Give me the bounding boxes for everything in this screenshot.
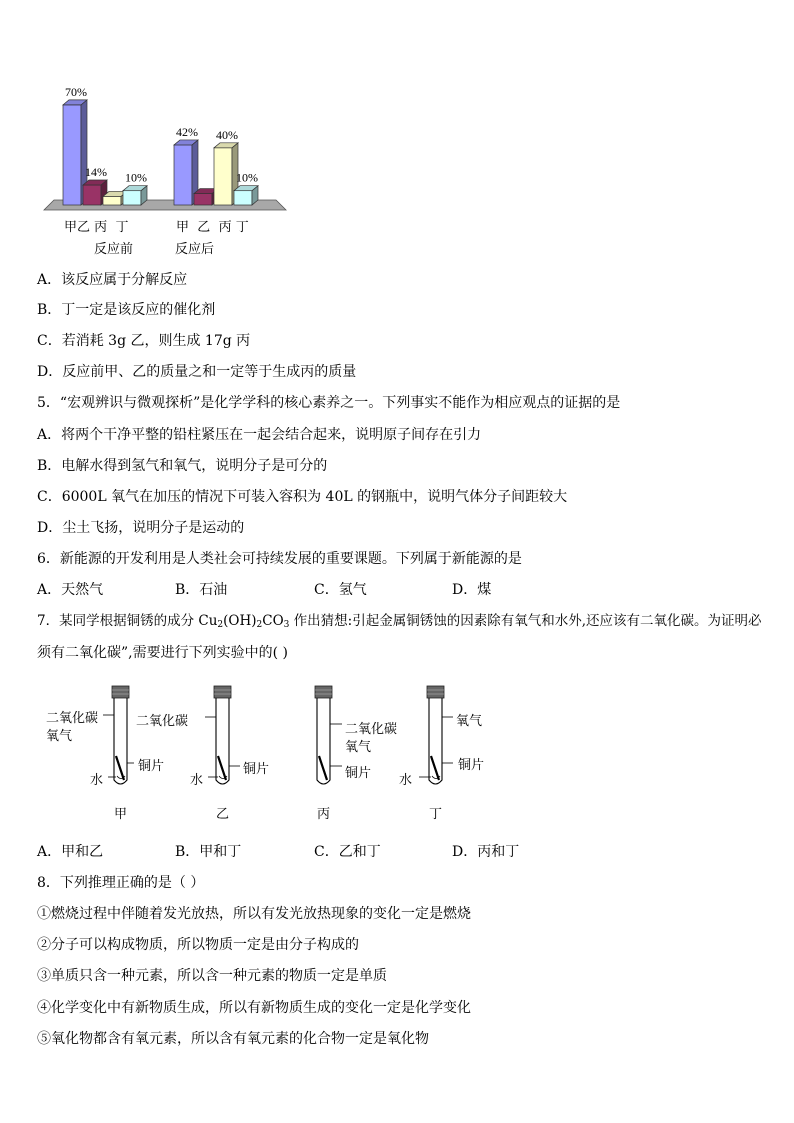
cat-yi: 乙: [77, 220, 91, 235]
bar-2-丁: [234, 186, 258, 205]
q5-option-d: D．尘土飞扬，说明分子是运动的: [37, 520, 245, 536]
q8-stem: 8．下列推理正确的是（ ）: [37, 875, 205, 891]
q7-option-c: C．乙和丁: [314, 844, 381, 860]
tube-jia-o2-label: 氧气: [46, 729, 73, 744]
q6-option-d: D．煤: [452, 582, 492, 598]
q7-option-d: D．丙和丁: [452, 844, 520, 860]
q4-option-d: D．反应前甲、乙的质量之和一定等于生成丙的质量: [37, 364, 357, 380]
cat-bing: 丙: [218, 220, 232, 235]
data-label-1-甲: 70%: [65, 84, 87, 99]
tube-ding-name: 丁: [429, 807, 443, 822]
tube-jia-co2-label: 二氧化碳: [46, 711, 99, 726]
cat-jia: 甲: [64, 220, 78, 235]
chart1-category-labels: [64, 216, 128, 235]
bar-1-丁: [123, 186, 147, 205]
q5-option-a: A．将两个干净平整的铅柱紧压在一起会结合起来，说明原子间存在引力: [37, 427, 482, 443]
q4-option-a: A．该反应属于分解反应: [37, 272, 188, 288]
q8-item-5: ⑤氧化物都含有氧元素，所以含有氧元素的化合物一定是氧化物: [37, 1031, 429, 1047]
tube-yi-name: 乙: [216, 807, 230, 822]
q5-option-b: B．电解水得到氢气和氧气，说明分子是可分的: [37, 458, 328, 474]
data-label-2-丁: 10%: [236, 170, 258, 185]
q5-stem: 5．“宏观辨识与微观探析”是化学学科的核心素养之一。下列事实不能作为相应观点的证据的是: [37, 395, 621, 411]
tube-jia: [103, 686, 134, 784]
tube-yi-cu-label: 铜片: [243, 762, 270, 777]
tube-jia-name: 甲: [114, 807, 128, 822]
tube-yi: [205, 686, 240, 784]
cat-jia: 甲: [176, 220, 190, 235]
tube-jia-cu-label: 铜片: [138, 759, 165, 774]
q7-option-a: A．甲和乙: [37, 844, 104, 860]
tube-ding: [419, 686, 453, 784]
q6-option-c: C．氢气: [314, 582, 367, 598]
cat-yi: 乙: [197, 220, 211, 235]
data-label-1-丁: 10%: [125, 170, 147, 185]
tube-bing-name: 丙: [317, 807, 331, 822]
q4-option-c: C．若消耗 3g 乙，则生成 17g 丙: [37, 333, 251, 349]
chart2-category-labels: [176, 216, 249, 235]
cat-bing: 丙: [94, 220, 108, 235]
cat-ding: 丁: [235, 220, 249, 235]
q6-option-a: A．天然气: [37, 582, 104, 598]
data-label-2-甲: 42%: [176, 124, 198, 139]
q6-stem: 6．新能源的开发利用是人类社会可持续发展的重要课题。下列属于新能源的是: [37, 551, 522, 567]
tube-bing-co2-label: 二氧化碳: [345, 722, 398, 737]
tube-ding-o2-label: 氧气: [456, 714, 483, 729]
q7-stem-line2: 须有二氧化碳”,需要进行下列实验中的( ): [37, 645, 288, 661]
tube-yi-water-label: 水: [190, 773, 204, 788]
tube-bing: [315, 686, 342, 784]
data-label-1-乙: 14%: [85, 164, 107, 179]
q8-item-3: ③单质只含一种元素，所以含一种元素的物质一定是单质: [37, 968, 387, 984]
q8-item-2: ②分子可以构成物质，所以物质一定是由分子构成的: [37, 937, 359, 953]
q6-option-b: B．石油: [175, 582, 228, 598]
tube-yi-co2-label: 二氧化碳: [136, 714, 189, 729]
tube-jia-water-label: 水: [90, 773, 104, 788]
q8-item-4: ④化学变化中有新物质生成，所以有新物质生成的变化一定是化学变化: [37, 1000, 471, 1016]
tube-bing-o2-label: 氧气: [345, 740, 372, 755]
q7-option-b: B．甲和丁: [175, 844, 242, 860]
tube-ding-cu-label: 铜片: [458, 758, 485, 773]
q8-item-1: ①燃烧过程中伴随着发光放热，所以有发光放热现象的变化一定是燃烧: [37, 906, 471, 922]
q4-option-b: B．丁一定是该反应的催化剂: [37, 302, 216, 318]
q7-stem-line1: 7．某同学根据铜锈的成分 $Cu_2(OH)_2CO_3$ 作出猜想:引起金属铜锈蚀的因素除有氧气和水外,还应该有二氧化碳。为证明必: [37, 613, 762, 630]
tube-ding-water-label: 水: [399, 773, 413, 788]
tube-bing-cu-label: 铜片: [345, 766, 372, 781]
chart1-caption: 反应前: [94, 242, 134, 257]
data-label-2-丙: 40%: [216, 127, 238, 142]
cat-ding: 丁: [115, 220, 129, 235]
chart2-caption: 反应后: [175, 242, 215, 257]
q5-option-c: C．6000L 氧气在加压的情况下可装入容积为 40L 的钢瓶中，说明气体分子间距较大: [37, 489, 568, 505]
bar-chart: [36, 70, 306, 270]
